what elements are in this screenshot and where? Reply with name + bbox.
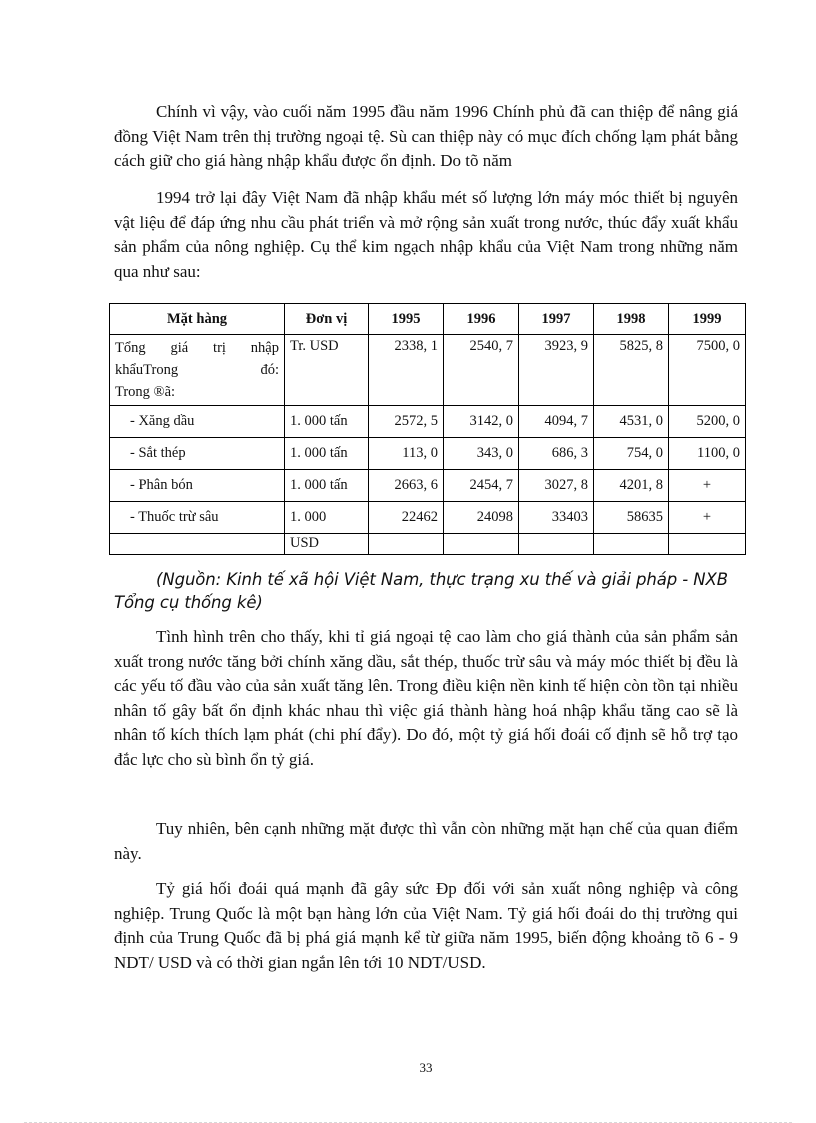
table-cell [519,534,594,555]
table-cell: 2540, 7 [444,335,519,406]
total-label: Tổng giá trị nhập khẩuTrong đó: Trong ®ã: [110,335,285,406]
table-cell: 343, 0 [444,438,519,470]
page-number: 33 [419,1060,433,1075]
paragraph-situation: Tình hình trên cho thấy, khi tỉ giá ngoại tệ cao làm cho giá thành của sản phẩm sản xuất trong nước tăng bởi chính xăng dầu, sắt thép, thuốc trừ sâu và máy móc thiết bị đều là các yếu tố đầu vào của sản xuất tăng lên. Trong điều kiện nền kinh tế hiện còn tồn tại nhiều nhân tố gây bất ổn định khác nhau thì việc giá thành hàng hoá nhập khẩu tăng cao sẽ là nhân tố kích thích lạm phát (chi phí đẩy). Do đó, một tỷ giá hối đoái cố định sẽ hỗ trợ tạo đắc lực cho sù bình ổn tỷ giá. [114,627,738,769]
table-cell: 58635 [594,502,669,534]
table-row [110,406,746,438]
table-cell [669,534,746,555]
table-cell [110,534,285,555]
table-cell: 2663, 6 [369,470,444,502]
row-unit: 1. 000 tấn [285,470,369,502]
header-1995: 1995 [369,304,444,335]
table-row-total [110,335,746,406]
table-row-extra [110,534,746,555]
header-1997: 1997 [519,304,594,335]
table-cell: 5200, 0 [669,406,746,438]
table-row [110,502,746,534]
table-cell: 4531, 0 [594,406,669,438]
extra-unit: USD [285,534,369,555]
table-cell: 1100, 0 [669,438,746,470]
row-item: - Sắt thép [110,438,285,470]
table-cell: 24098 [444,502,519,534]
paragraph-intervention: Chính vì vậy, vào cuối năm 1995 đầu năm 1996 Chính phủ đã can thiệp để nâng giá đồng Việt Nam trên thị trường ngoại tệ. Sù can thiệp này có mục đích chống lạm phát bằng cách giữ cho giá hàng nhập khẩu được ổn định. Do tõ năm [114,102,738,170]
table-cell [444,534,519,555]
header-unit: Đơn vị [285,304,369,335]
table-cell: 2454, 7 [444,470,519,502]
total-unit: Tr. USD [285,335,369,406]
table-cell: 7500, 0 [669,335,746,406]
row-item: - Thuốc trừ sâu [110,502,285,534]
table-cell: 686, 3 [519,438,594,470]
table-cell: 2338, 1 [369,335,444,406]
row-unit: 1. 000 tấn [285,438,369,470]
header-1998: 1998 [594,304,669,335]
row-item: - Xăng dầu [110,406,285,438]
table-cell: 113, 0 [369,438,444,470]
paragraph-exchange-rate: Tỷ giá hối đoái quá mạnh đã gây sức Ðp đối với sản xuất nông nghiệp và công nghiệp. Trung Quốc là một bạn hàng lớn của Việt Nam. Tỷ giá hối đoái do thị trường qui định của Trung Quốc đã bị phá giá mạnh kể từ giữa năm 1995, biến động khoảng tõ 6 - 9 NDT/ USD và có thời gian ngắn lên tới 10 NDT/USD. [114,879,738,972]
row-item: - Phân bón [110,470,285,502]
table-cell [369,534,444,555]
table-row [110,438,746,470]
paragraph-limitations: Tuy nhiên, bên cạnh những mặt được thì vẫn còn những mặt hạn chế của quan điểm này. [114,819,738,863]
table-cell [594,534,669,555]
table-cell: 754, 0 [594,438,669,470]
import-table [109,303,746,555]
table-cell: + [669,470,746,502]
table-cell: 2572, 5 [369,406,444,438]
table-cell: 33403 [519,502,594,534]
header-1996: 1996 [444,304,519,335]
table-header-row [110,304,746,335]
row-unit: 1. 000 tấn [285,406,369,438]
row-unit: 1. 000 [285,502,369,534]
table-cell: 5825, 8 [594,335,669,406]
source-note: (Nguồn: Kinh tế xã hội Việt Nam, thực trạng xu thế và giải pháp - NXB Tổng cụ thống kê) [114,570,728,612]
table-cell: 3027, 8 [519,470,594,502]
header-item: Mặt hàng [110,304,285,335]
table-cell: + [669,502,746,534]
table-cell: 3142, 0 [444,406,519,438]
table-cell: 22462 [369,502,444,534]
header-1999: 1999 [669,304,746,335]
table-cell: 3923, 9 [519,335,594,406]
table-row [110,470,746,502]
table-cell: 4094, 7 [519,406,594,438]
table-cell: 4201, 8 [594,470,669,502]
paragraph-imports: 1994 trở lại đây Việt Nam đã nhập khẩu mét số lượng lớn máy móc thiết bị nguyên vật liệu để đáp ứng nhu cầu phát triển và mở rộng sản xuất trong nước, thúc đẩy xuất khẩu sản phẩm của nông nghiệp. Cụ thể kim ngạch nhập khẩu của Việt Nam trong những năm qua như sau: [114,188,738,281]
